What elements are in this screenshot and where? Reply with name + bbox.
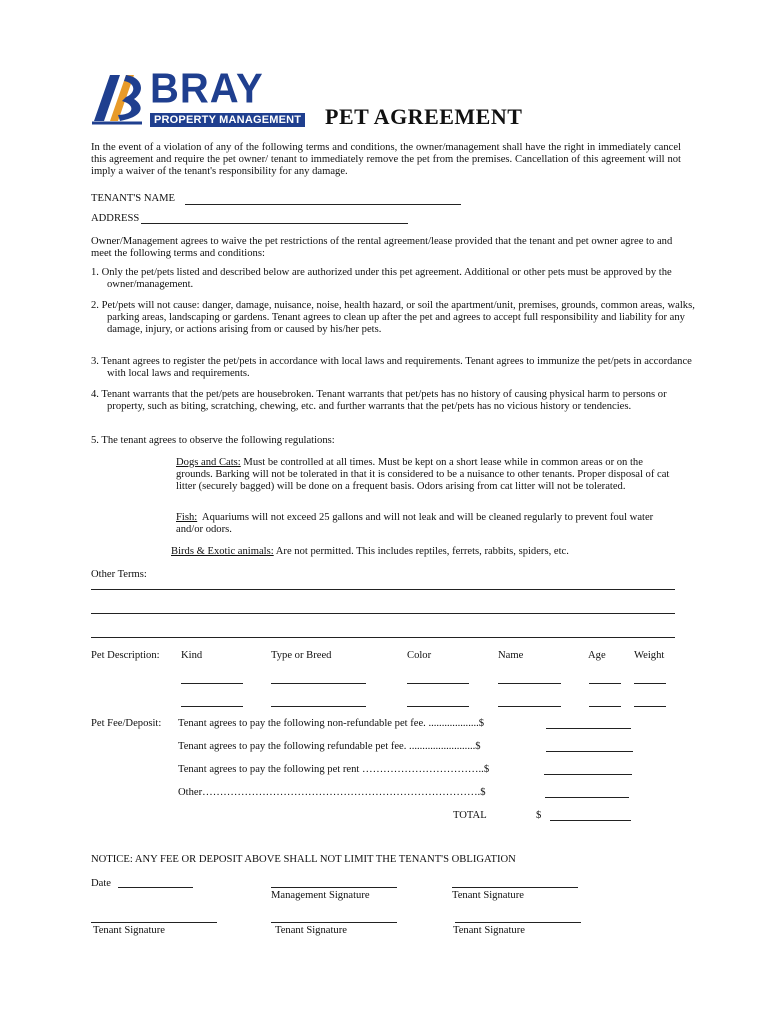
- pet-description-label: Pet Description:: [91, 650, 160, 661]
- term-4: 4. Tenant warrants that the pet/pets are housebroken. Tenant warrants that pet/pets has no history of causing physical harm to persons or property, such as biting, scratching, chewing, etc. and further warrants that the pet/pets has no vicious history or tendencies.: [91, 389, 667, 413]
- total-currency: $: [536, 810, 542, 821]
- pet-fee-label: Pet Fee/Deposit:: [91, 718, 162, 729]
- management-signature-label: Management Signature: [271, 890, 370, 901]
- term-1: 1. Only the pet/pets listed and described below are authorized under this pet agreement. Additional or other pets must be approved by the owner/management.: [91, 267, 672, 291]
- term-5: 5. The tenant agrees to observe the following regulations:: [91, 435, 335, 446]
- refundable-fee-field[interactable]: [546, 751, 633, 752]
- dogs-cats-text: Must be controlled at all times. Must be kept on a short lease while in common areas or on the grounds. Barking will not be tolerated in that it is considered to be a nuisance to other tenants. Proper disposal of cat litter (securely bagged) will be done on a frequent basis. Odors arising from cat litter will not be tolerated.: [176, 457, 670, 493]
- birds-regulation: [171, 546, 569, 558]
- pet1-name-field[interactable]: [498, 683, 561, 684]
- pet1-weight-field[interactable]: [634, 683, 666, 684]
- pet2-weight-field[interactable]: [634, 706, 666, 707]
- pet-rent-field[interactable]: [544, 774, 632, 775]
- fish-label: Fish:: [176, 512, 198, 523]
- tenant-signature-line-3[interactable]: [271, 922, 397, 923]
- pet2-color-field[interactable]: [407, 706, 469, 707]
- pet2-name-field[interactable]: [498, 706, 561, 707]
- other-terms-label: Other Terms:: [91, 569, 147, 580]
- tenant-signature-label-3: Tenant Signature: [275, 925, 347, 936]
- tenant-name-label: TENANT'S NAME: [91, 193, 176, 204]
- pet1-color-field[interactable]: [407, 683, 469, 684]
- other-terms-line-3[interactable]: [91, 637, 675, 638]
- pet1-kind-field[interactable]: [181, 683, 243, 684]
- other-terms-line-2[interactable]: [91, 613, 675, 614]
- tenant-signature-label-1: Tenant Signature: [452, 890, 524, 901]
- pet2-age-field[interactable]: [589, 706, 621, 707]
- dogs-cats-regulation: [176, 457, 681, 494]
- dogs-cats-label: Dogs and Cats:: [176, 457, 241, 468]
- page-title: PET AGREEMENT: [325, 104, 523, 129]
- tenant-signature-line-2[interactable]: [91, 922, 217, 923]
- tenant-signature-line-4[interactable]: [455, 922, 581, 923]
- management-signature-line[interactable]: [271, 887, 397, 888]
- pet-rent-text: Tenant agrees to pay the following pet rent ……………………………..$: [178, 764, 490, 775]
- birds-text: Are not permitted. This includes reptiles, ferrets, rabbits, spiders, etc.: [273, 546, 569, 557]
- column-name: Name: [498, 650, 524, 661]
- column-type-breed: Type or Breed: [271, 650, 332, 661]
- tenant-signature-label-4: Tenant Signature: [453, 925, 525, 936]
- tenant-name-field[interactable]: [185, 204, 461, 205]
- refundable-fee-text: Tenant agrees to pay the following refundable pet fee. .........................$: [178, 741, 481, 752]
- fish-text: Aquariums will not exceed 25 gallons and will not leak and will be cleaned regularly to prevent foul water and/or odors.: [176, 512, 656, 536]
- intro-paragraph: In the event of a violation of any of the following terms and conditions, the owner/management shall have the right in immediately cancel this agreement and require the pet owner/ tenant to immediately remove the pet from the premises. Cancellation of this agreement will not imply a waiver of the tenant's responsibility for any damage.: [91, 142, 681, 178]
- term-3: 3. Tenant agrees to register the pet/pets in accordance with local laws and requirements. Tenant agrees to immunize the pet/pets in accordance with local laws and requirements.: [91, 356, 692, 380]
- pet2-kind-field[interactable]: [181, 706, 243, 707]
- logo-subtitle: PROPERTY MANAGEMENT: [150, 113, 305, 127]
- tenant-signature-line-1[interactable]: [452, 887, 578, 888]
- column-kind: Kind: [181, 650, 203, 661]
- column-age: Age: [588, 650, 606, 661]
- notice-text: NOTICE: ANY FEE OR DEPOSIT ABOVE SHALL NOT LIMIT THE TENANT'S OBLIGATION: [91, 854, 516, 865]
- fish-regulation: [176, 512, 681, 536]
- tenant-signature-label-2: Tenant Signature: [93, 925, 165, 936]
- other-fee-field[interactable]: [545, 797, 629, 798]
- birds-label: Birds & Exotic animals:: [171, 546, 274, 557]
- logo-brand: BRAY: [150, 65, 264, 113]
- pet1-age-field[interactable]: [589, 683, 621, 684]
- column-weight: Weight: [634, 650, 665, 661]
- nonrefundable-fee-field[interactable]: [546, 728, 631, 729]
- date-field[interactable]: [118, 887, 193, 888]
- address-label: ADDRESS: [91, 213, 140, 224]
- other-fee-text: Other…………………………………………………………………….$: [178, 787, 486, 798]
- column-color: Color: [407, 650, 432, 661]
- term-2: 2. Pet/pets will not cause: danger, damage, nuisance, noise, health hazard, or soil the apartment/unit, premises, grounds, common areas, walks, parking areas, landscaping or gardens. Tenant agrees to clean up after the pet and agrees to accept full responsibility and liability for any damage, injury, or actions arising from or caused by his/her pets.: [91, 300, 695, 336]
- other-terms-line-1[interactable]: [91, 589, 675, 590]
- total-label: TOTAL: [453, 810, 487, 821]
- date-label: Date: [91, 878, 111, 889]
- pet1-breed-field[interactable]: [271, 683, 366, 684]
- total-field[interactable]: [550, 820, 631, 821]
- address-field[interactable]: [141, 223, 408, 224]
- pet2-breed-field[interactable]: [271, 706, 366, 707]
- nonrefundable-fee-text: Tenant agrees to pay the following non-refundable pet fee. ...................$: [178, 718, 485, 729]
- agree-paragraph: Owner/Management agrees to waive the pet restrictions of the rental agreement/lease provided that the tenant and pet owner agree to and meet the following terms and conditions:: [91, 236, 673, 260]
- bray-logo: [90, 65, 305, 129]
